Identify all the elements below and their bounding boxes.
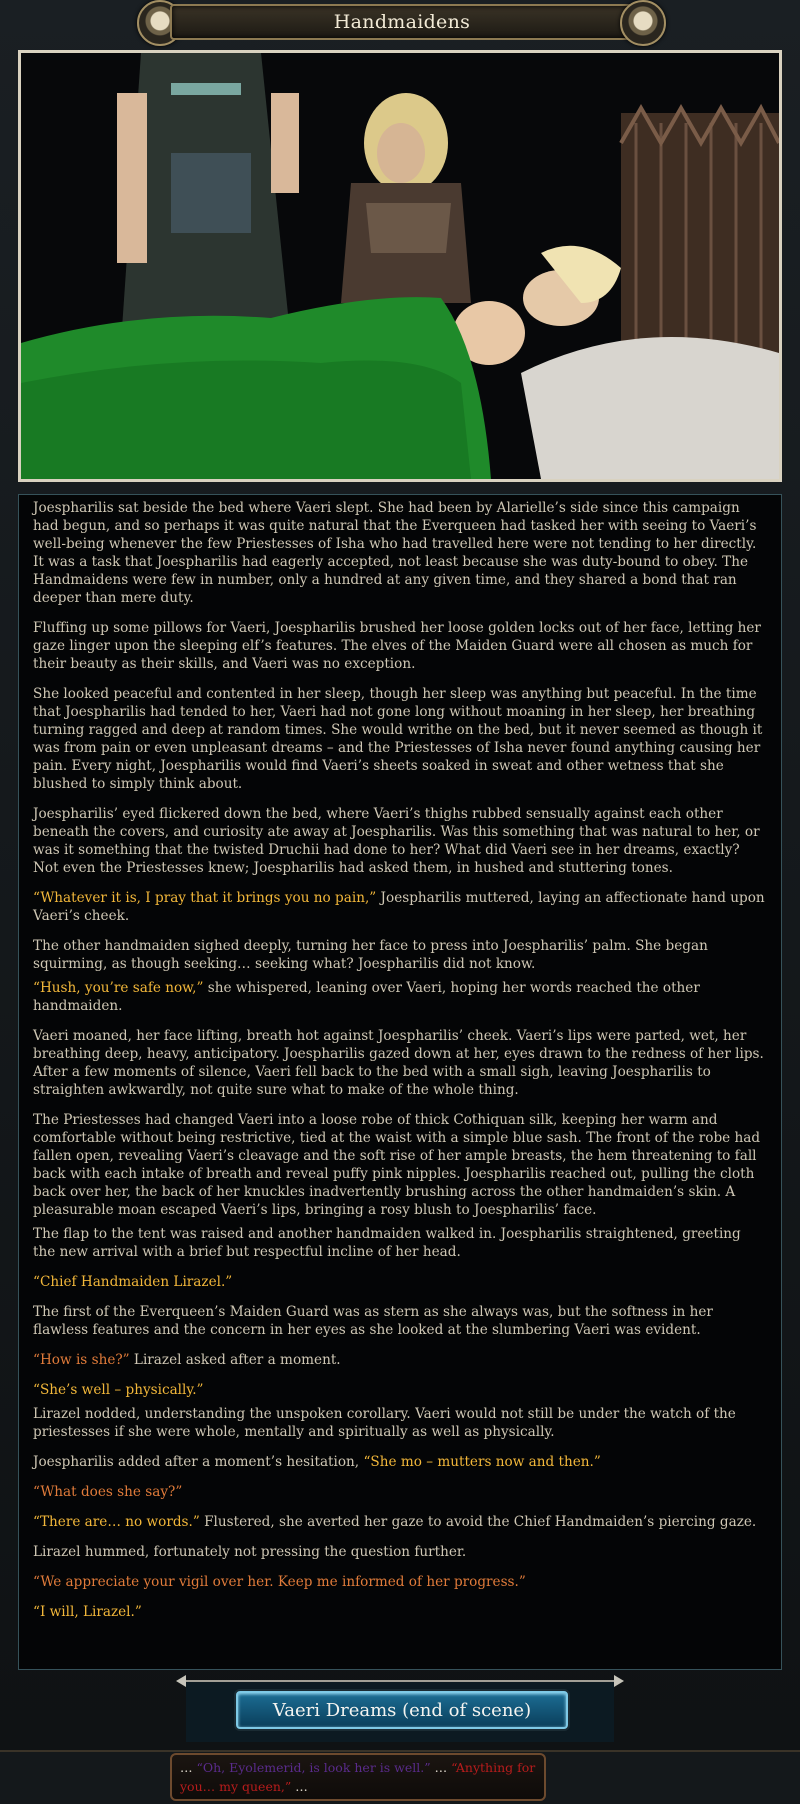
narration: Joespharilis added after a moment’s hesitation, xyxy=(33,1454,364,1470)
dialogue-line: “Hush, you’re safe now,” xyxy=(33,980,204,996)
story-text-panel xyxy=(18,494,782,1670)
story-paragraph: Lirazel nodded, understanding the unspoken corollary. Vaeri would not still be under the watch of the priestesses if she were whole, mentally and spiritually as well as physically. xyxy=(33,1406,736,1440)
story-paragraph xyxy=(33,1573,767,1591)
dialogue-line: “We appreciate your vigil over her. Keep me informed of her progress.” xyxy=(33,1574,526,1590)
story-paragraph: Vaeri moaned, her face lifting, breath hot against Joespharilis’ cheek. Vaeri’s lips were parted, wet, her breathing deep, heavy, anticipatory. Joespharilis gazed down at her, eyes drawn to the redness of her lips. After a few moments of silence, Vaeri fell back to the bed with a small sigh, leaving Joespharilis to straighten awkwardly, not quite sure what to make of the whole thing. xyxy=(33,1028,764,1098)
story-paragraph xyxy=(33,1603,767,1621)
story-paragraph: Joespharilis sat beside the bed where Vaeri slept. She had been by Alarielle’s side since this campaign had begun, and so perhaps it was quite natural that the Everqueen had tasked her with seeing to Vaeri’s well-being whenever the few Priestesses of Isha who had travelled here were not tending to her directly. It was a task that Joespharilis had eagerly accepted, not least because she was duty-bound to obey. The Handmaidens were few in number, only a hundred at any given time, and they shared a bond that ran deeper than mere duty. xyxy=(33,500,757,606)
page-title: Handmaidens xyxy=(333,11,471,33)
arrow-right-icon xyxy=(614,1675,624,1687)
dialogue-line: “Chief Handmaiden Lirazel.” xyxy=(33,1274,233,1290)
dialogue-line: “There are… no words.” xyxy=(33,1514,200,1530)
divider xyxy=(178,1680,622,1682)
story-paragraph xyxy=(33,1381,767,1399)
story-paragraph xyxy=(33,1351,767,1369)
story-paragraph: She looked peaceful and contented in her sleep, though her sleep was anything but peaceful. In the time that Joespharilis had tended to her, Vaeri had not gone long without moaning in her sleep, her breathing turning ragged and deep at random times. She would writhe on the bed, but it never seemed as though it was from pain or even unpleasant dreams – and the Priestesses of Isha never found anything causing her pain. Every night, Joespharilis would find Vaeri’s sheets soaked in sweat and other wetness that she blushed to simply think about. xyxy=(33,686,763,792)
skull-ornament-icon xyxy=(620,0,666,46)
narration: Joespharilis muttered, laying an affectionate hand upon Vaeri’s cheek. xyxy=(33,890,765,924)
story-paragraph: The first of the Everqueen’s Maiden Guard was as stern as she always was, but the softness in her flawless features and the concern in her eyes as she looked at the slumbering Vaeri was evident. xyxy=(33,1304,713,1338)
footer-ellipsis: … xyxy=(180,1760,197,1775)
arrow-left-icon xyxy=(176,1675,186,1687)
title-bar xyxy=(170,4,634,40)
story-paragraph xyxy=(33,1453,767,1471)
story-paragraph xyxy=(33,979,767,1015)
story-paragraph xyxy=(33,1513,767,1531)
story-paragraph: The Priestesses had changed Vaeri into a loose robe of thick Cothiquan silk, keeping her warm and comfortable without being restrictive, tied at the waist with a simple blue sash. The front of the robe had fallen open, revealing Vaeri’s cleavage and the soft rise of her ample breasts, the hem threatening to fall back with each intake of breath and reveal puffy pink nipples. Joespharilis reached out, pulling the cloth back over her, the back of her knuckles inadvertently brushing across the other handmaiden’s skin. A pleasurable moan escaped Vaeri’s lips, bringing a rosy blush to Joespharilis’ face. xyxy=(33,1112,761,1218)
scene-artwork xyxy=(21,53,779,479)
story-paragraph xyxy=(33,889,767,925)
flavor-text-box xyxy=(170,1753,546,1801)
footer-quote-red: “Anything for you… my queen,” xyxy=(180,1760,536,1794)
dialogue-line: “I will, Lirazel.” xyxy=(33,1604,142,1620)
dialogue-line: “Whatever it is, I pray that it brings you no pain,” xyxy=(33,890,377,906)
story-paragraph: Joespharilis’ eyed flickered down the bed, where Vaeri’s thighs rubbed sensually against each other beneath the covers, and curiosity ate away at Joespharilis. Was this something that was natural to her, or was it something that the twisted Druchii had done to her? What did Vaeri see in her dreams, exactly? Not even the Priestesses knew; Joespharilis had asked them, in hushed and stuttering tones. xyxy=(33,806,760,876)
footer-quote-purple: “Oh, Eyolemerid, is look her is well.” xyxy=(196,1760,435,1775)
dialogue-line: “She mo – mutters now and then.” xyxy=(363,1454,601,1470)
dialogue-line: “How is she?” xyxy=(33,1352,130,1368)
story-paragraph: Fluffing up some pillows for Vaeri, Joespharilis brushed her loose golden locks out of her face, letting her gaze linger upon the sleeping elf’s features. The elves of the Maiden Guard were all chosen as much for their beauty as their skills, and Vaeri was no exception. xyxy=(33,620,761,672)
story-paragraph: Lirazel hummed, fortunately not pressing the question further. xyxy=(33,1544,467,1560)
footer-ellipsis: … xyxy=(291,1779,308,1794)
narration: Lirazel asked after a moment. xyxy=(129,1352,341,1368)
story-paragraph xyxy=(33,1273,767,1291)
narration: she whispered, leaning over Vaeri, hoping her words reached the other handmaiden. xyxy=(33,980,700,1014)
scene-illustration xyxy=(18,50,782,482)
dialogue-line: “She’s well – physically.” xyxy=(33,1382,204,1398)
continue-button[interactable]: Vaeri Dreams (end of scene) xyxy=(236,1691,568,1729)
story-paragraph: The flap to the tent was raised and another handmaiden walked in. Joespharilis straightened, greeting the new arrival with a brief but respectful incline of her head. xyxy=(33,1226,741,1260)
narration: Flustered, she averted her gaze to avoid the Chief Handmaiden’s piercing gaze. xyxy=(199,1514,757,1530)
story-paragraph xyxy=(33,1483,767,1501)
dialogue-line: “What does she say?” xyxy=(33,1484,183,1500)
story-paragraph: The other handmaiden sighed deeply, turning her face to press into Joespharilis’ palm. She began squirming, as though seeking… seeking what? Joespharilis did not know. xyxy=(33,938,708,972)
footer-ellipsis: … xyxy=(434,1760,452,1775)
